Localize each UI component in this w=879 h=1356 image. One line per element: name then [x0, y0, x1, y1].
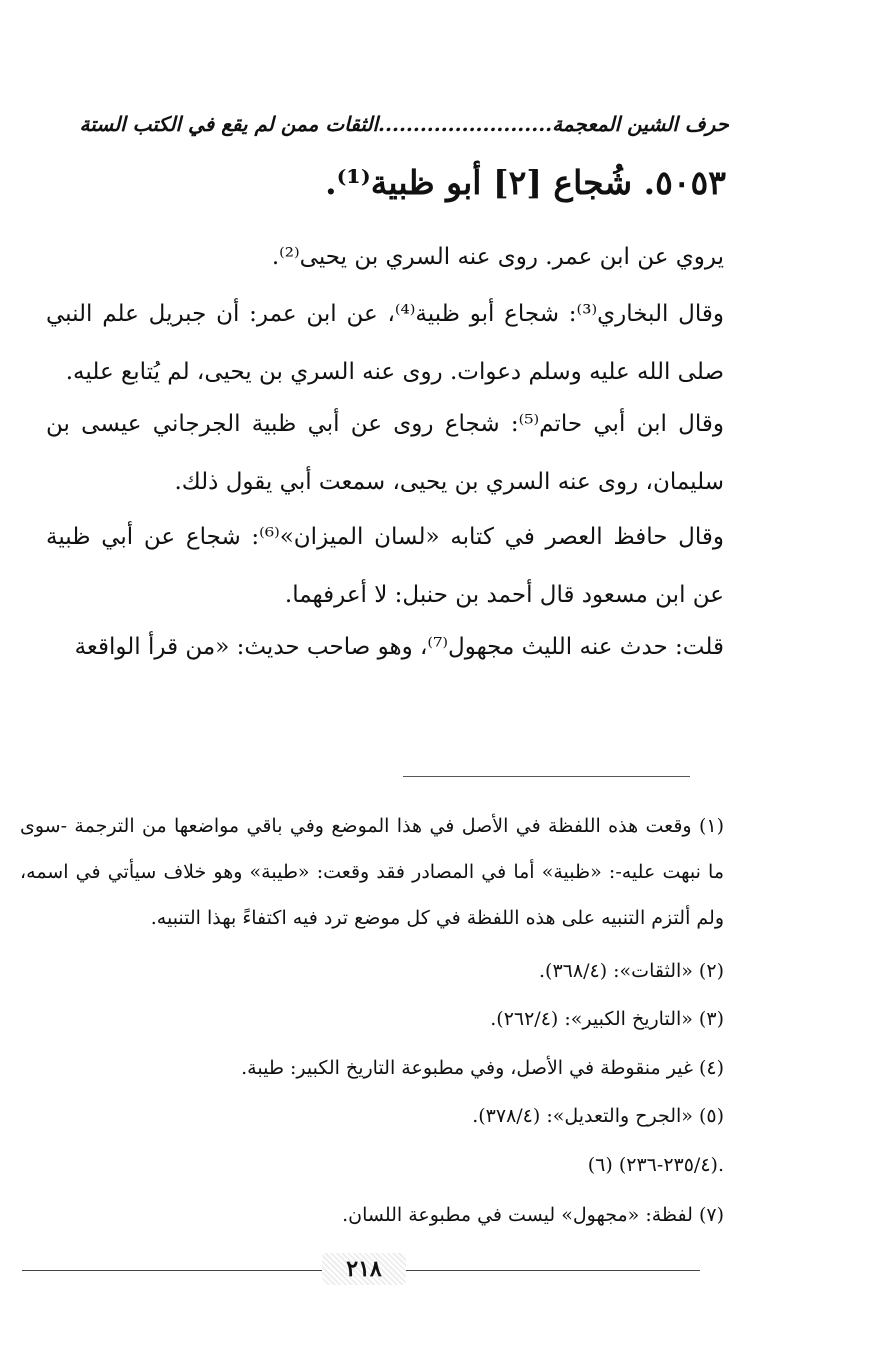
footnote-3: (٣) «التاريخ الكبير»: (٢٦٢/٤).: [490, 1008, 724, 1030]
footer-rule-left: [22, 1270, 322, 1271]
paragraph-3: وقال ابن أبي حاتم⁽⁵⁾: شجاع روى عن أبي ظبية الجرجاني عيسى بن سليمان، روى عنه السري بن يحيى، سمعت أبي يقول ذلك.: [46, 411, 724, 495]
footnote-7: (٧) لفظة: «مجهول» ليست في مطبوعة اللسان.: [342, 1204, 724, 1226]
footnote-2: (٢) «الثقات»: (٣٦٨/٤).: [539, 960, 724, 982]
footer-rule-right: [406, 1270, 700, 1271]
paragraph-5: قلت: حدث عنه الليث مجهول⁽⁷⁾، وهو صاحب حديث: «من قرأ الواقعة: [74, 634, 724, 660]
footnote-6: (٦) (٢٣٥/٤-٢٣٦).: [587, 1154, 724, 1176]
entry-title: ٥٠٥٣. شُجاع [٢] أبو ظبية⁽¹⁾.: [325, 163, 726, 202]
paragraph-4: وقال حافظ العصر في كتابه «لسان الميزان»⁽⁶⁾: شجاع عن أبي ظبية عن ابن مسعود قال أحمد بن حنبل: لا أعرفهما.: [46, 524, 724, 608]
footnote-5: (٥) «الجرح والتعديل»: (٣٧٨/٤).: [472, 1105, 724, 1127]
running-header: حرف الشين المعجمة.........................الثقات ممن لم يقع في الكتب الستة: [79, 112, 729, 136]
paragraph-2: وقال البخاري⁽³⁾: شجاع أبو ظبية⁽⁴⁾، عن ابن عمر: أن جبريل علم النبي صلى الله عليه وسلم دعوات. روى عنه السري بن يحيى، لم يُتابع عليه.: [46, 301, 724, 385]
footnote-4: (٤) غير منقوطة في الأصل، وفي مطبوعة التاريخ الكبير: طيبة.: [241, 1057, 724, 1079]
footnote-separator: [403, 776, 690, 777]
paragraph-1: يروي عن ابن عمر. روى عنه السري بن يحيى⁽²⁾.: [271, 244, 724, 270]
page-number: ٢١٨: [322, 1253, 406, 1285]
footnote-1: (١) وقعت هذه اللفظة في الأصل في هذا الموضع وفي باقي مواضعها من الترجمة -سوى ما نبهت عليه-: «ظبية» أما في المصادر فقد وقعت: «طيبة» وهو خلاف سيأتي في اسمه، ولم ألتزم التنبيه على هذه اللفظة في كل موضع ترد فيه اكتفاءً بهذا التنبيه.: [20, 815, 724, 929]
